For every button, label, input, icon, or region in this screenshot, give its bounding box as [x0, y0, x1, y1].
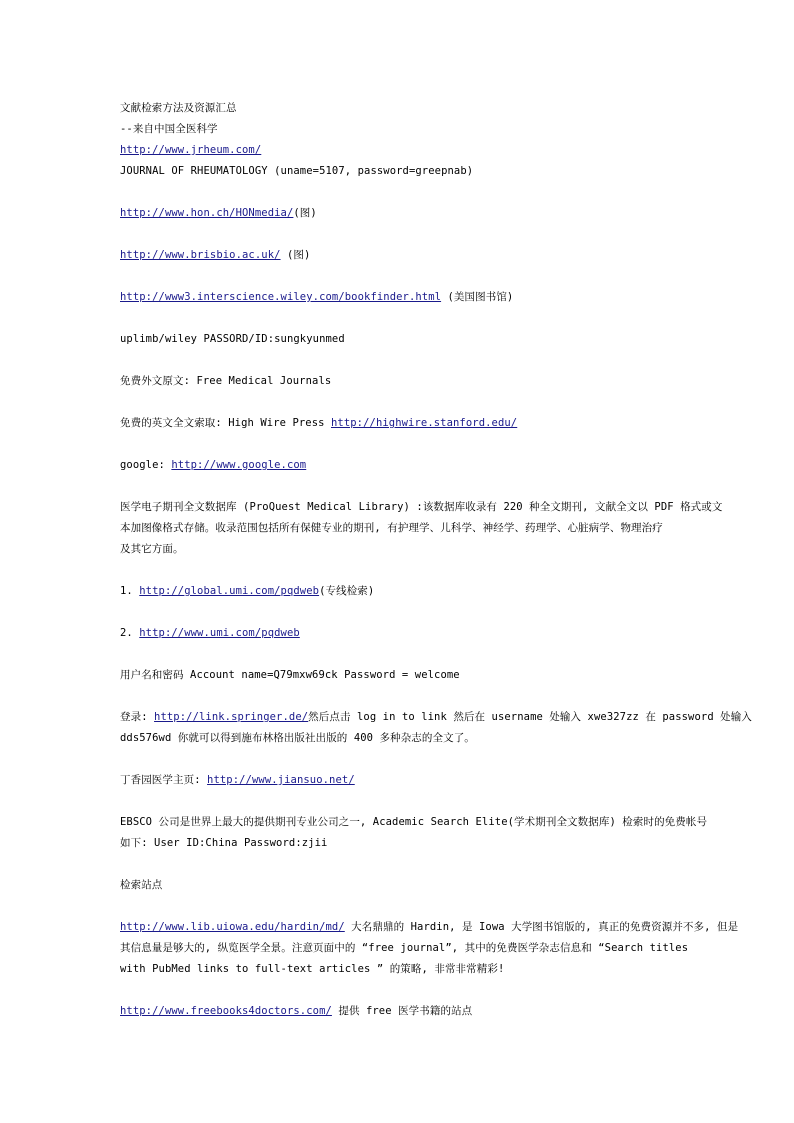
hon-line — [120, 203, 665, 224]
hardin-paragraph — [120, 917, 739, 980]
hon-suffix: (图) — [293, 207, 317, 219]
jrheum-note: JOURNAL OF RHEUMATOLOGY (uname=5107, password=greepnab) — [120, 165, 474, 177]
freebooks-line — [120, 1001, 665, 1022]
hardin-line-3: with PubMed links to full-text articles ” 的策略, 非常非常精彩! — [120, 963, 505, 975]
wiley-suffix: (美国图书馆) — [441, 291, 514, 303]
spacer — [120, 392, 665, 413]
google-line — [120, 455, 665, 476]
springer-paragraph — [120, 707, 752, 749]
umi1-link[interactable]: http://global.umi.com/pqdweb — [139, 585, 320, 597]
spacer — [120, 980, 665, 1001]
spacer — [120, 791, 665, 812]
google-prefix: google: — [120, 459, 172, 471]
spacer — [120, 266, 665, 287]
brisbio-suffix: (图) — [280, 249, 311, 261]
spacer — [120, 182, 665, 203]
spacer — [120, 476, 665, 497]
hon-link[interactable]: http://www.hon.ch/HONmedia/ — [120, 207, 294, 219]
free-journals-line: 免费外文原文: Free Medical Journals — [120, 375, 332, 387]
document-page — [120, 98, 752, 1022]
ebsco-line-1: EBSCO 公司是世界上最大的提供期刊专业公司之一, Academic Search Elite(学术期刊全文数据库) 检索时的免费帐号 — [120, 816, 708, 828]
ebsco-line-2: 如下: User ID:China Password:zjii — [120, 837, 328, 849]
highwire-link[interactable]: http://highwire.stanford.edu/ — [331, 417, 518, 429]
springer-suffix: 然后点击 log in to link 然后在 username 处输入 xwe327zz 在 password 处输入 — [308, 711, 752, 723]
springer-line-1 — [120, 707, 752, 728]
hardin-link[interactable]: http://www.lib.uiowa.edu/hardin/md/ — [120, 921, 345, 933]
highwire-prefix: 免费的英文全文索取: High Wire Press — [120, 417, 331, 429]
search-sites-heading: 检索站点 — [120, 879, 163, 891]
wiley-link[interactable]: http://www3.interscience.wiley.com/bookfinder.html — [120, 291, 442, 303]
spacer — [120, 308, 665, 329]
spacer — [120, 434, 665, 455]
freebooks-suffix: 提供 free 医学书籍的站点 — [331, 1005, 473, 1017]
spacer — [120, 224, 665, 245]
dxy-line — [120, 770, 665, 791]
jrheum-link[interactable]: http://www.jrheum.com/ — [120, 144, 262, 156]
document-title: 文献检索方法及资源汇总 — [120, 102, 237, 114]
umi2-link[interactable]: http://www.umi.com/pqdweb — [139, 627, 300, 639]
umi1-line — [120, 581, 665, 602]
spacer — [120, 560, 665, 581]
proquest-line-1: 医学电子期刊全文数据库 (ProQuest Medical Library) :该数据库收录有 220 种全文期刊, 文献全文以 PDF 格式或文 — [120, 501, 723, 513]
brisbio-link[interactable]: http://www.brisbio.ac.uk/ — [120, 249, 281, 261]
document-subtitle: --来自中国全医科学 — [120, 123, 218, 135]
wiley-line — [120, 287, 665, 308]
dxy-prefix: 丁香园医学主页: — [120, 774, 208, 786]
proquest-paragraph — [120, 497, 723, 560]
springer-line-2: dds576wd 你就可以得到施布林格出版社出版的 400 多种杂志的全文了。 — [120, 732, 475, 744]
umi1-prefix: 1. — [120, 585, 140, 597]
google-link[interactable]: http://www.google.com — [171, 459, 307, 471]
spacer — [120, 854, 665, 875]
springer-prefix: 登录: — [120, 711, 155, 723]
hardin-line-1 — [120, 917, 739, 938]
spacer — [120, 644, 665, 665]
umi2-prefix: 2. — [120, 627, 140, 639]
brisbio-line — [120, 245, 665, 266]
hardin-line-2: 其信息量是够大的, 纵览医学全景。注意页面中的 “free journal”, 其中的免费医学杂志信息和 “Search titles — [120, 942, 689, 954]
highwire-line — [120, 413, 665, 434]
dxy-link[interactable]: http://www.jiansuo.net/ — [207, 774, 355, 786]
proquest-line-2: 本加图像格式存储。收录范围包括所有保健专业的期刊, 有护理学、儿科学、神经学、药理学、心脏病学、物理治疗 — [120, 522, 663, 534]
umi1-suffix: (专线检索) — [319, 585, 375, 597]
spacer — [120, 602, 665, 623]
freebooks-link[interactable]: http://www.freebooks4doctors.com/ — [120, 1005, 332, 1017]
umi-account-line: 用户名和密码 Account name=Q79mxw69ck Password = welcome — [120, 669, 460, 681]
hardin-suffix: 大名鼎鼎的 Hardin, 是 Iowa 大学图书馆版的, 真正的免费资源并不多, 但是 — [344, 921, 739, 933]
ebsco-paragraph — [120, 812, 708, 854]
spacer — [120, 686, 665, 707]
spacer — [120, 350, 665, 371]
umi2-line — [120, 623, 665, 644]
wiley-login: uplimb/wiley PASSORD/ID:sungkyunmed — [120, 333, 345, 345]
spacer — [120, 749, 665, 770]
springer-link[interactable]: http://link.springer.de/ — [154, 711, 309, 723]
spacer — [120, 896, 665, 917]
proquest-line-3: 及其它方面。 — [120, 543, 184, 555]
jrheum-line — [120, 140, 665, 161]
